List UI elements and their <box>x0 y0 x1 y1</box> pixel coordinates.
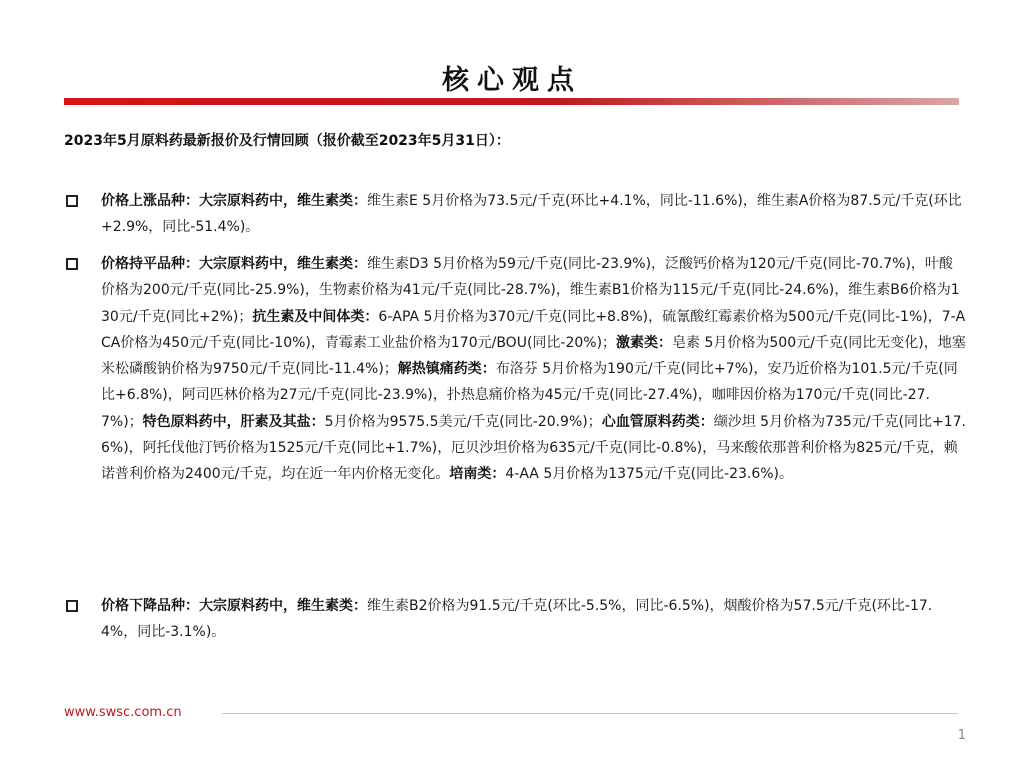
square-bullet-icon <box>66 258 78 270</box>
price-text: 4-AA 5月价格为1375元/千克(同比-23.6%)。 <box>505 466 794 483</box>
price-text: 5月价格为9575.5美元/千克(同比-20.9%)； <box>324 413 602 430</box>
bullet-text <box>101 188 966 241</box>
bullet-text <box>101 593 966 646</box>
footer-website-link[interactable]: www.swsc.com.cn <box>64 705 182 720</box>
price-text: 6-APA 5月价格为370元/千克(同比+8.8%)，硫氰酸红霉素价格为500元/千克(同比-1%)，7-ACA价格为450元/千克(同比-10%)，青霉素工业盐价格为170元/BOU(同比-20%)； <box>101 308 966 351</box>
bold-category-label: 培南类： <box>449 466 506 483</box>
bullet-price-fall <box>64 593 964 646</box>
price-text: 缬沙坦 5月价格为735元/千克(同比+17.6%)，阿托伐他汀钙价格为1525元/千克(同比+1.7%)，厄贝沙坦价格为635元/千克(同比-0.8%)，马来酸依那普利价格为825元/千克，赖诺普利价格为2400元/千克，均在近一年内价格无变化。 <box>101 413 966 483</box>
bold-category-label: 激素类： <box>616 334 673 351</box>
bold-category-label: 价格持平品种：大宗原料药中，维生素类： <box>101 256 367 272</box>
bold-category-label: 价格下降品种：大宗原料药中，维生素类： <box>101 598 367 614</box>
bold-category-label: 心血管原料药类： <box>601 413 714 430</box>
bold-category-label: 价格上涨品种：大宗原料药中，维生素类： <box>101 193 367 209</box>
price-text: 皂素 5月价格为500元/千克(同比无变化)，地塞米松磷酸钠价格为9750元/千克(同比-11.4%)； <box>101 334 966 378</box>
bullet-text <box>101 251 966 488</box>
section-heading: 2023年5月原料药最新报价及行情回顾（报价截至2023年5月31日）： <box>64 133 510 149</box>
price-text: 布洛芬 5月价格为190元/千克(同比+7%)，安乃近价格为101.5元/千克(同比+6.8%)，阿司匹林价格为27元/千克(同比-23.9%)，扑热息痛价格为45元/千克(同比-27.4%)，咖啡因价格为170元/千克(同比-27.7%)； <box>101 361 958 430</box>
footer-divider <box>222 713 958 714</box>
bold-category-label: 特色原料药中，肝素及其盐： <box>142 413 325 430</box>
page-title: 核心观点 <box>442 65 582 96</box>
bullet-price-rise <box>64 188 964 241</box>
price-text: 维生素B2价格为91.5元/千克(环比-5.5%，同比-6.5%)，烟酸价格为57.5元/千克(环比-17.4%，同比-3.1%)。 <box>101 598 933 641</box>
square-bullet-icon <box>66 195 78 207</box>
bold-category-label: 解热镇痛药类： <box>397 361 496 378</box>
bold-category-label: 抗生素及中间体类： <box>252 308 379 325</box>
price-text: 维生素D3 5月价格为59元/千克(同比-23.9%)，泛酸钙价格为120元/千克(同比-70.7%)，叶酸价格为200元/千克(同比-25.9%)，生物素价格为41元/千克(同比-28.7%)，维生素B1价格为115元/千克(同比-24.6%)，维生素B6价格为130元/千克(同比+2%)； <box>101 256 960 325</box>
square-bullet-icon <box>66 600 78 612</box>
price-text: 维生素E 5月价格为73.5元/千克(环比+4.1%，同比-11.6%)，维生素A价格为87.5元/千克(环比+2.9%，同比-51.4%)。 <box>101 193 962 236</box>
bullet-price-flat <box>64 251 964 488</box>
title-underline <box>64 98 959 105</box>
page-number: 1 <box>957 728 966 743</box>
